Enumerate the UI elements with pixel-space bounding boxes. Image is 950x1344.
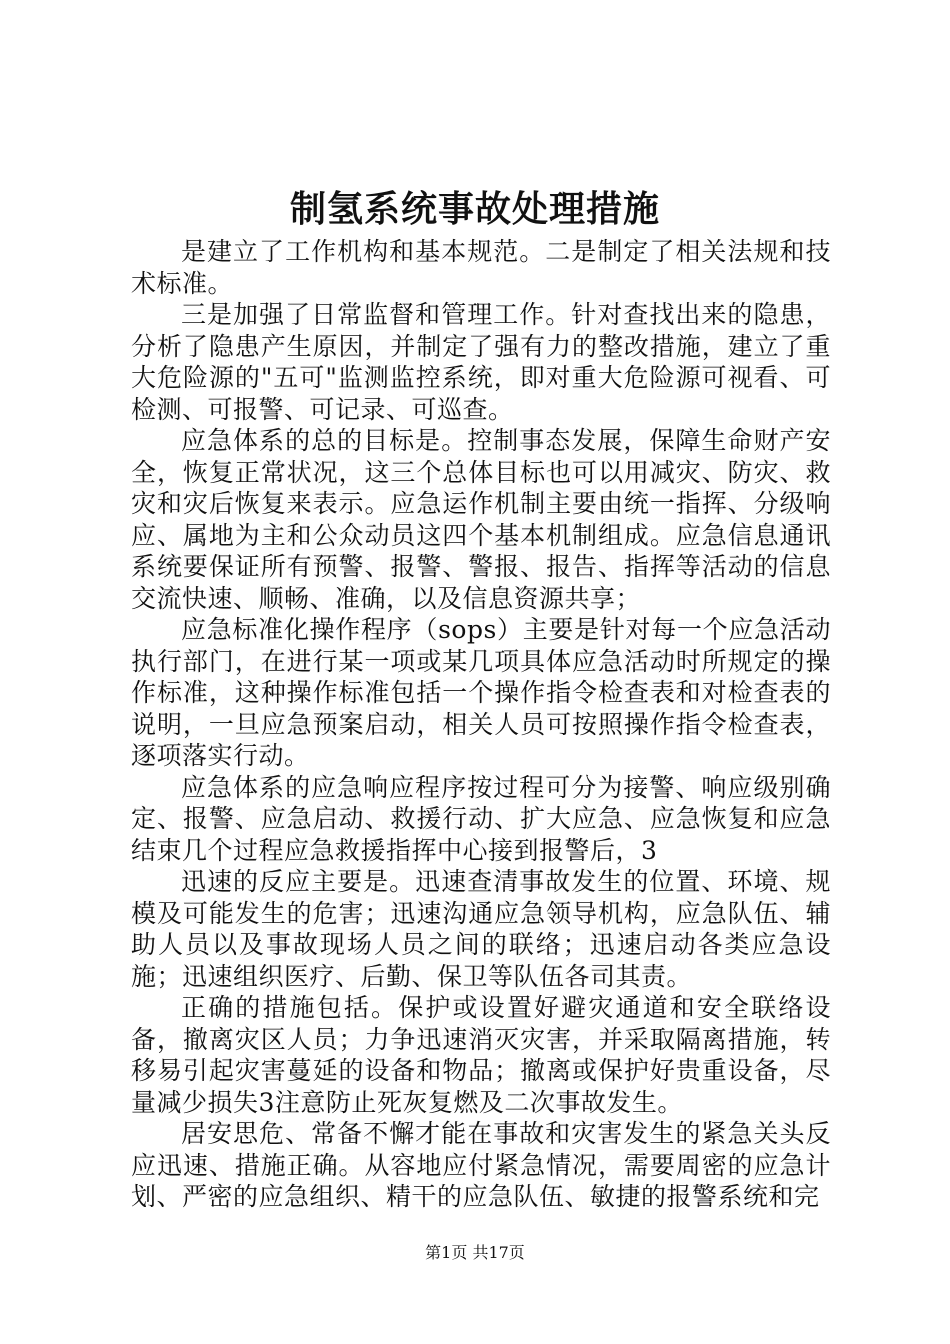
- paragraph: 三是加强了日常监督和管理工作。针对查找出来的隐患，分析了隐患产生原因，并制定了强有力的整改措施，建立了重大危险源的"五可"监测监控系统，即对重大危险源可视看、可检测、可报警、可记录、可巡查。: [131, 300, 831, 424]
- paragraph: 正确的措施包括。保护或设置好避灾通道和安全联络设备，撤离灾区人员；力争迅速消灭灾害，并采取隔离措施，转移易引起灾害蔓延的设备和物品；撤离或保护好贵重设备，尽量减少损失3注意防止死灰复燃及二次事故发生。: [131, 993, 831, 1117]
- paragraph: 迅速的反应主要是。迅速查清事故发生的位置、环境、规模及可能发生的危害；迅速沟通应急领导机构，应急队伍、辅助人员以及事故现场人员之间的联络；迅速启动各类应急设施；迅速组织医疗、后勤、保卫等队伍各司其责。: [131, 867, 831, 991]
- paragraph: 是建立了工作机构和基本规范。二是制定了相关法规和技术标准。: [131, 237, 831, 298]
- paragraph: 应急体系的总的目标是。控制事态发展，保障生命财产安全，恢复正常状况，这三个总体目标也可以用减灾、防灾、救灾和灾后恢复来表示。应急运作机制主要由统一指挥、分级响应、属地为主和公众动员这四个基本机制组成。应急信息通讯系统要保证所有预警、报警、警报、报告、指挥等活动的信息交流快速、顺畅、准确，以及信息资源共享；: [131, 426, 831, 613]
- paragraph: 应急标准化操作程序（sops）主要是针对每一个应急活动执行部门，在进行某一项或某几项具体应急活动时所规定的操作标准，这种操作标准包括一个操作指令检查表和对检查表的说明，一旦应急预案启动，相关人员可按照操作指令检查表，逐项落实行动。: [131, 615, 831, 770]
- page-title: 制氢系统事故处理措施: [289, 188, 660, 230]
- paragraph: 居安思危、常备不懈才能在事故和灾害发生的紧急关头反应迅速、措施正确。从容地应付紧急情况，需要周密的应急计划、严密的应急组织、精干的应急队伍、敏捷的报警系统和完: [131, 1119, 831, 1211]
- page-footer: 第1页 共17页: [425, 1243, 525, 1262]
- document-body: [131, 236, 831, 1213]
- paragraph: 应急体系的应急响应程序按过程可分为接警、响应级别确定、报警、应急启动、救援行动、扩大应急、应急恢复和应急结束几个过程应急救援指挥中心接到报警后，3: [131, 772, 831, 865]
